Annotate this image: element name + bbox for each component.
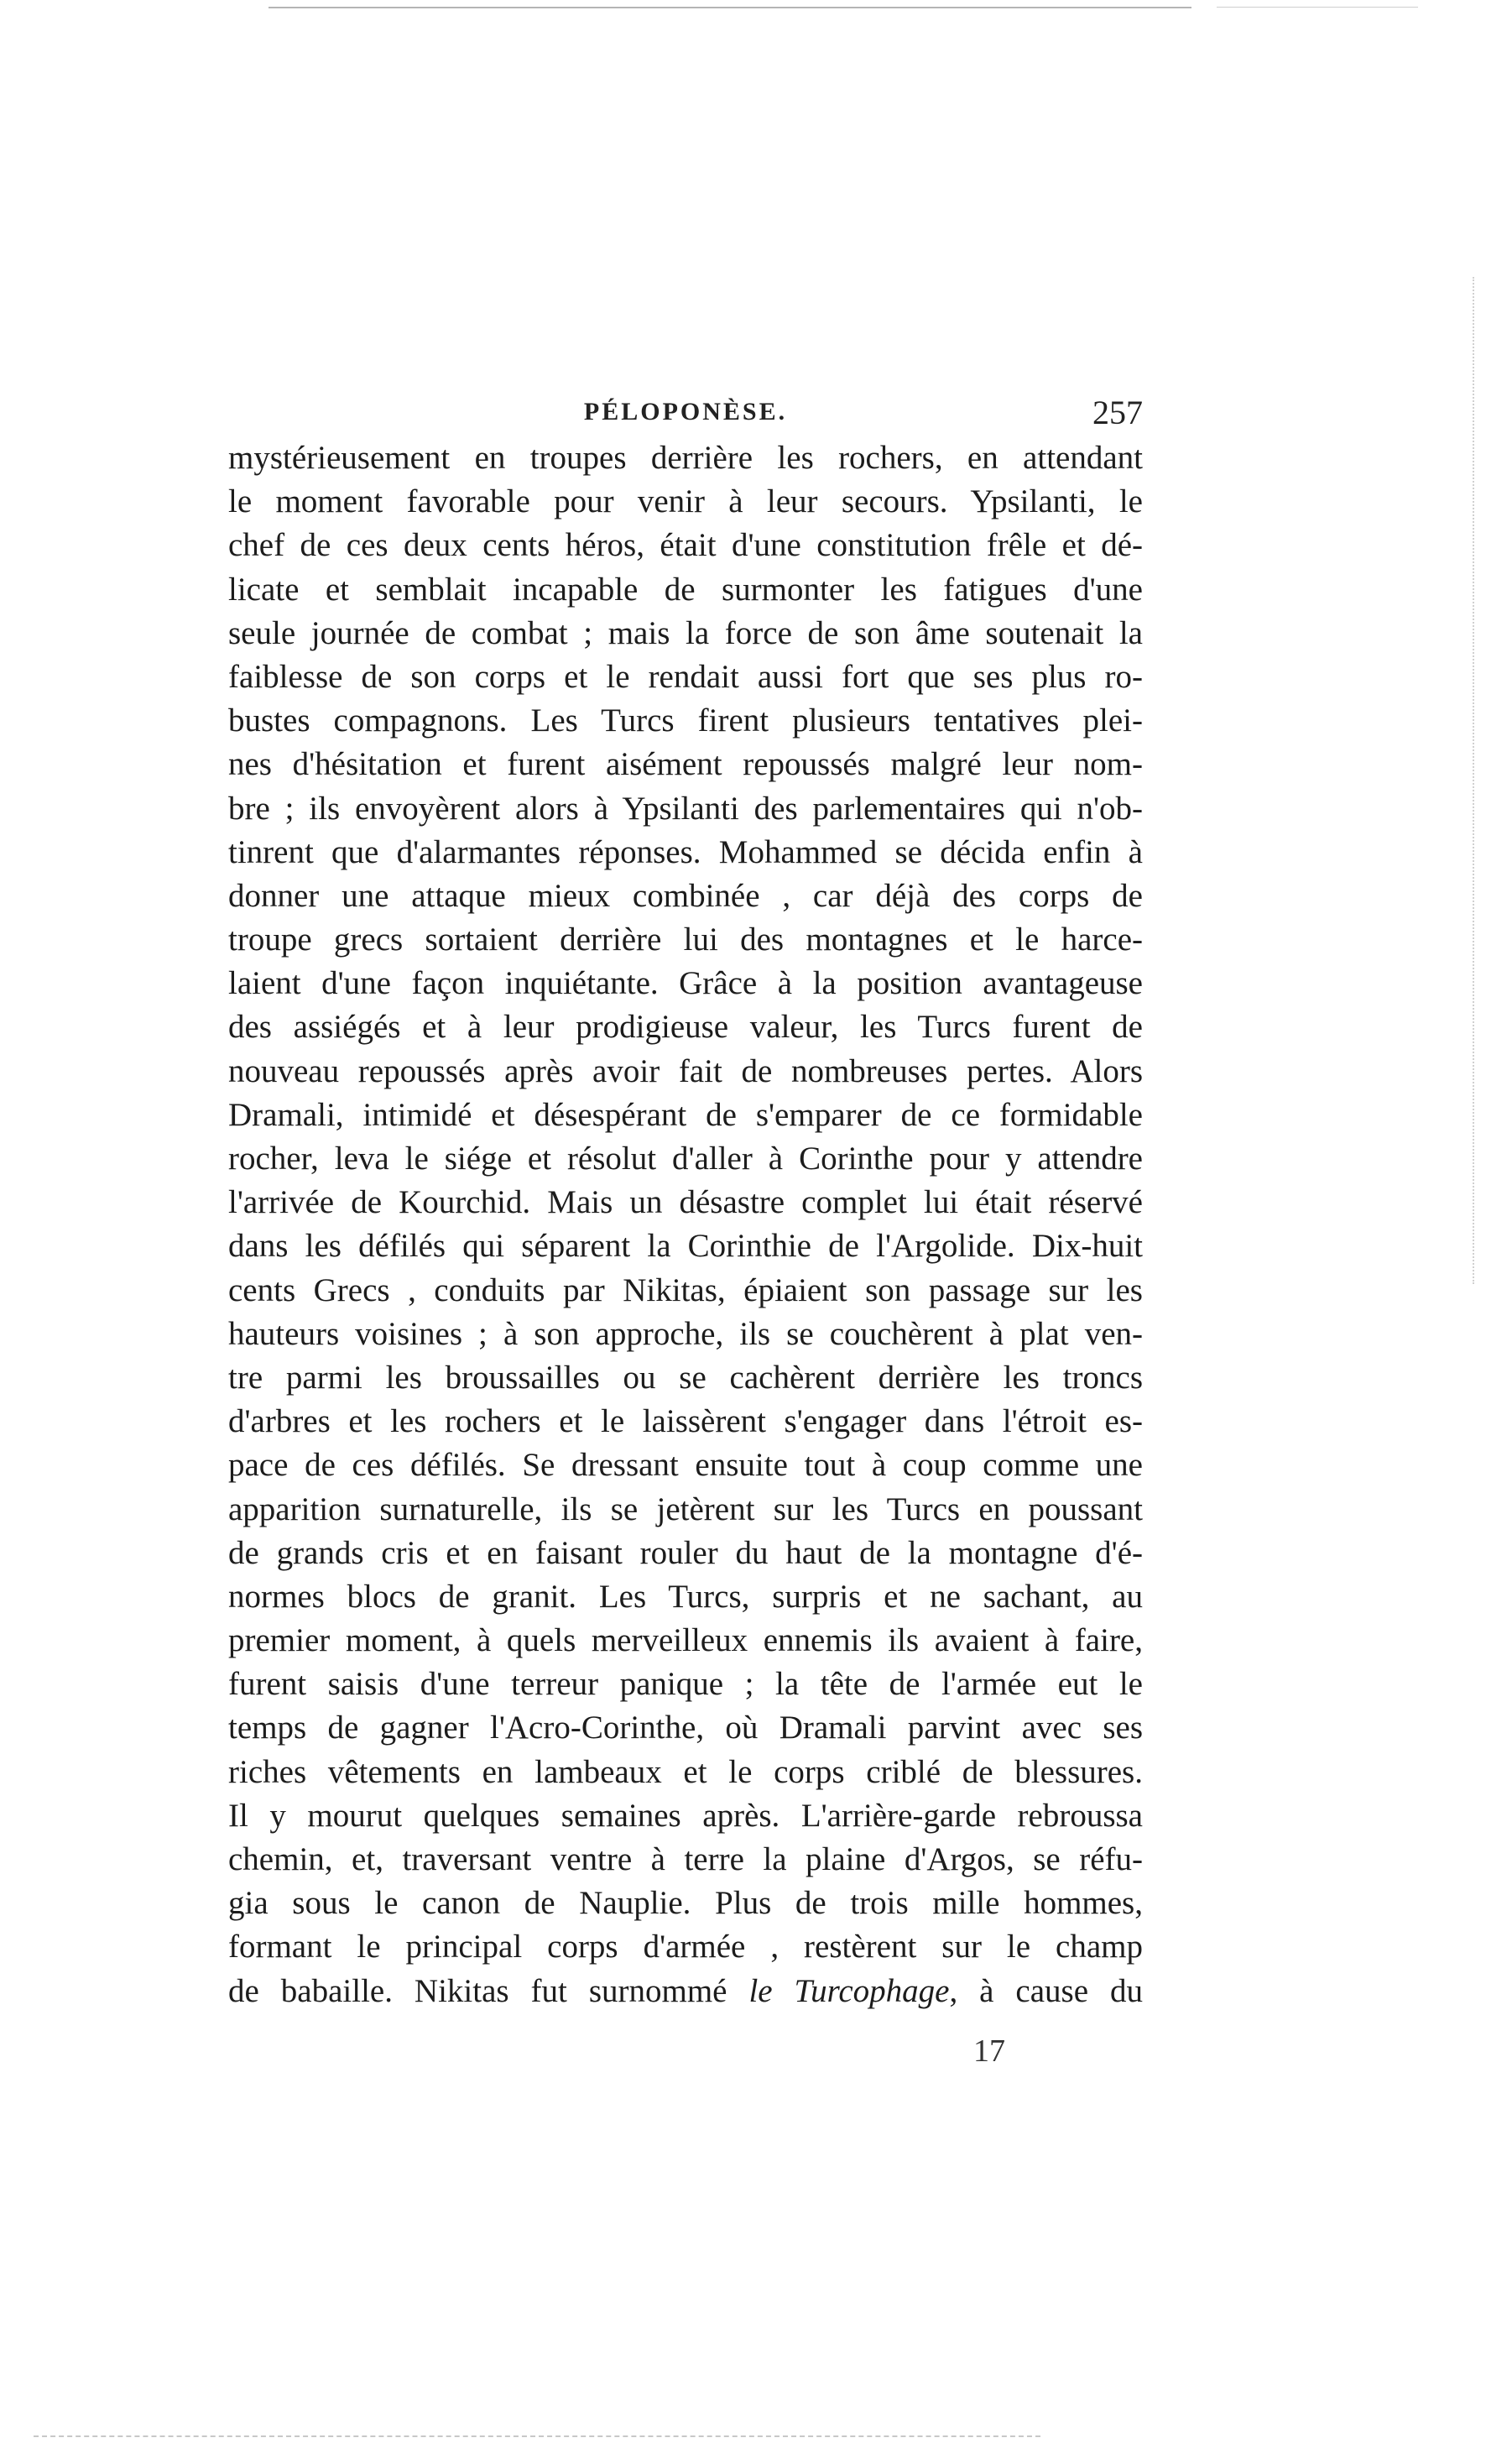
text-line: dans les défilés qui séparent la Corinthie de l'Argolide. Dix-huit	[228, 1228, 1143, 1265]
text-line: cents Grecs , conduits par Nikitas, épiaient son passage sur les	[228, 1271, 1143, 1308]
body-text	[228, 436, 1143, 2013]
text-line: Il y mourut quelques semaines après. L'arrière-garde rebroussa	[228, 1797, 1143, 1834]
text-line: hauteurs voisines ; à son approche, ils se couchèrent à plat ven-	[228, 1315, 1143, 1352]
text-line: pace de ces défilés. Se dressant ensuite tout à coup comme une	[228, 1447, 1143, 1484]
page-number: 257	[1092, 394, 1143, 431]
text-line: faiblesse de son corps et le rendait aussi fort que ses plus ro-	[228, 658, 1143, 695]
scan-edge-bottom	[34, 2435, 1040, 2438]
text-line: temps de gagner l'Acro-Corinthe, où Dramali parvint avec ses	[228, 1710, 1143, 1746]
text-line: tre parmi les broussailles ou se cachèrent derrière les troncs	[228, 1359, 1143, 1396]
text-line: furent saisis d'une terreur panique ; la tête de l'armée eut le	[228, 1666, 1143, 1703]
text-line: bustes compagnons. Les Turcs firent plusieurs tentatives plei-	[228, 702, 1143, 739]
text-line: chef de ces deux cents héros, était d'une constitution frêle et dé-	[228, 527, 1143, 564]
text-line: formant le principal corps d'armée , restèrent sur le champ	[228, 1929, 1143, 1965]
text-line: seule journée de combat ; mais la force de son âme soutenait la	[228, 614, 1143, 651]
text-line: chemin, et, traversant ventre à terre la plaine d'Argos, se réfu-	[228, 1841, 1143, 1877]
text-line: d'arbres et les rochers et le laissèrent s'engager dans l'étroit es-	[228, 1403, 1143, 1440]
text-line: premier moment, à quels merveilleux ennemis ils avaient à faire,	[228, 1622, 1143, 1659]
scan-margin-artifacts	[1473, 277, 1478, 1284]
text-line: laient d'une façon inquiétante. Grâce à la position avantageuse	[228, 965, 1143, 1002]
signature-mark: 17	[973, 2033, 1005, 2069]
text-line: le moment favorable pour venir à leur secours. Ypsilanti, le	[228, 483, 1143, 520]
text-line-last	[228, 1970, 1143, 2013]
text-line: nouveau repoussés après avoir fait de nombreuses pertes. Alors	[228, 1052, 1143, 1089]
text-line: licate et semblait incapable de surmonter les fatigues d'une	[228, 571, 1143, 608]
text-line: apparition surnaturelle, ils se jetèrent sur les Turcs en poussant	[228, 1490, 1143, 1527]
text-line: riches vêtements en lambeaux et le corps criblé de blessures.	[228, 1753, 1143, 1790]
scan-edge-top-right	[1217, 7, 1418, 8]
page-header	[228, 393, 1143, 443]
text-line: Dramali, intimidé et désespérant de s'emparer de ce formidable	[228, 1096, 1143, 1133]
text-line: des assiégés et à leur prodigieuse valeur, les Turcs furent de	[228, 1009, 1143, 1046]
text-line: bre ; ils envoyèrent alors à Ypsilanti des parlementaires qui n'ob-	[228, 790, 1143, 827]
text-line: troupe grecs sortaient derrière lui des montagnes et le harce-	[228, 921, 1143, 958]
scan-edge-top	[269, 7, 1191, 8]
text-line: tinrent que d'alarmantes réponses. Mohammed se décida enfin à	[228, 833, 1143, 870]
running-title: PÉLOPONÈSE.	[583, 398, 788, 425]
text-line-last-content: de babaille. Nikitas fut surnommé le Turcophage, à cause du	[228, 1972, 1143, 2009]
text-line: de grands cris et en faisant rouler du haut de la montagne d'é-	[228, 1534, 1143, 1571]
text-line: donner une attaque mieux combinée , car déjà des corps de	[228, 877, 1143, 914]
text-line: normes blocs de granit. Les Turcs, surpris et ne sachant, au	[228, 1578, 1143, 1615]
text-line: rocher, leva le siége et résolut d'aller à Corinthe pour y attendre	[228, 1141, 1143, 1177]
text-line: l'arrivée de Kourchid. Mais un désastre complet lui était réservé	[228, 1184, 1143, 1221]
text-line: nes d'hésitation et furent aisément repoussés malgré leur nom-	[228, 746, 1143, 783]
text-line: gia sous le canon de Nauplie. Plus de trois mille hommes,	[228, 1885, 1143, 1922]
text-line: mystérieusement en troupes derrière les rochers, en attendant	[228, 440, 1143, 476]
